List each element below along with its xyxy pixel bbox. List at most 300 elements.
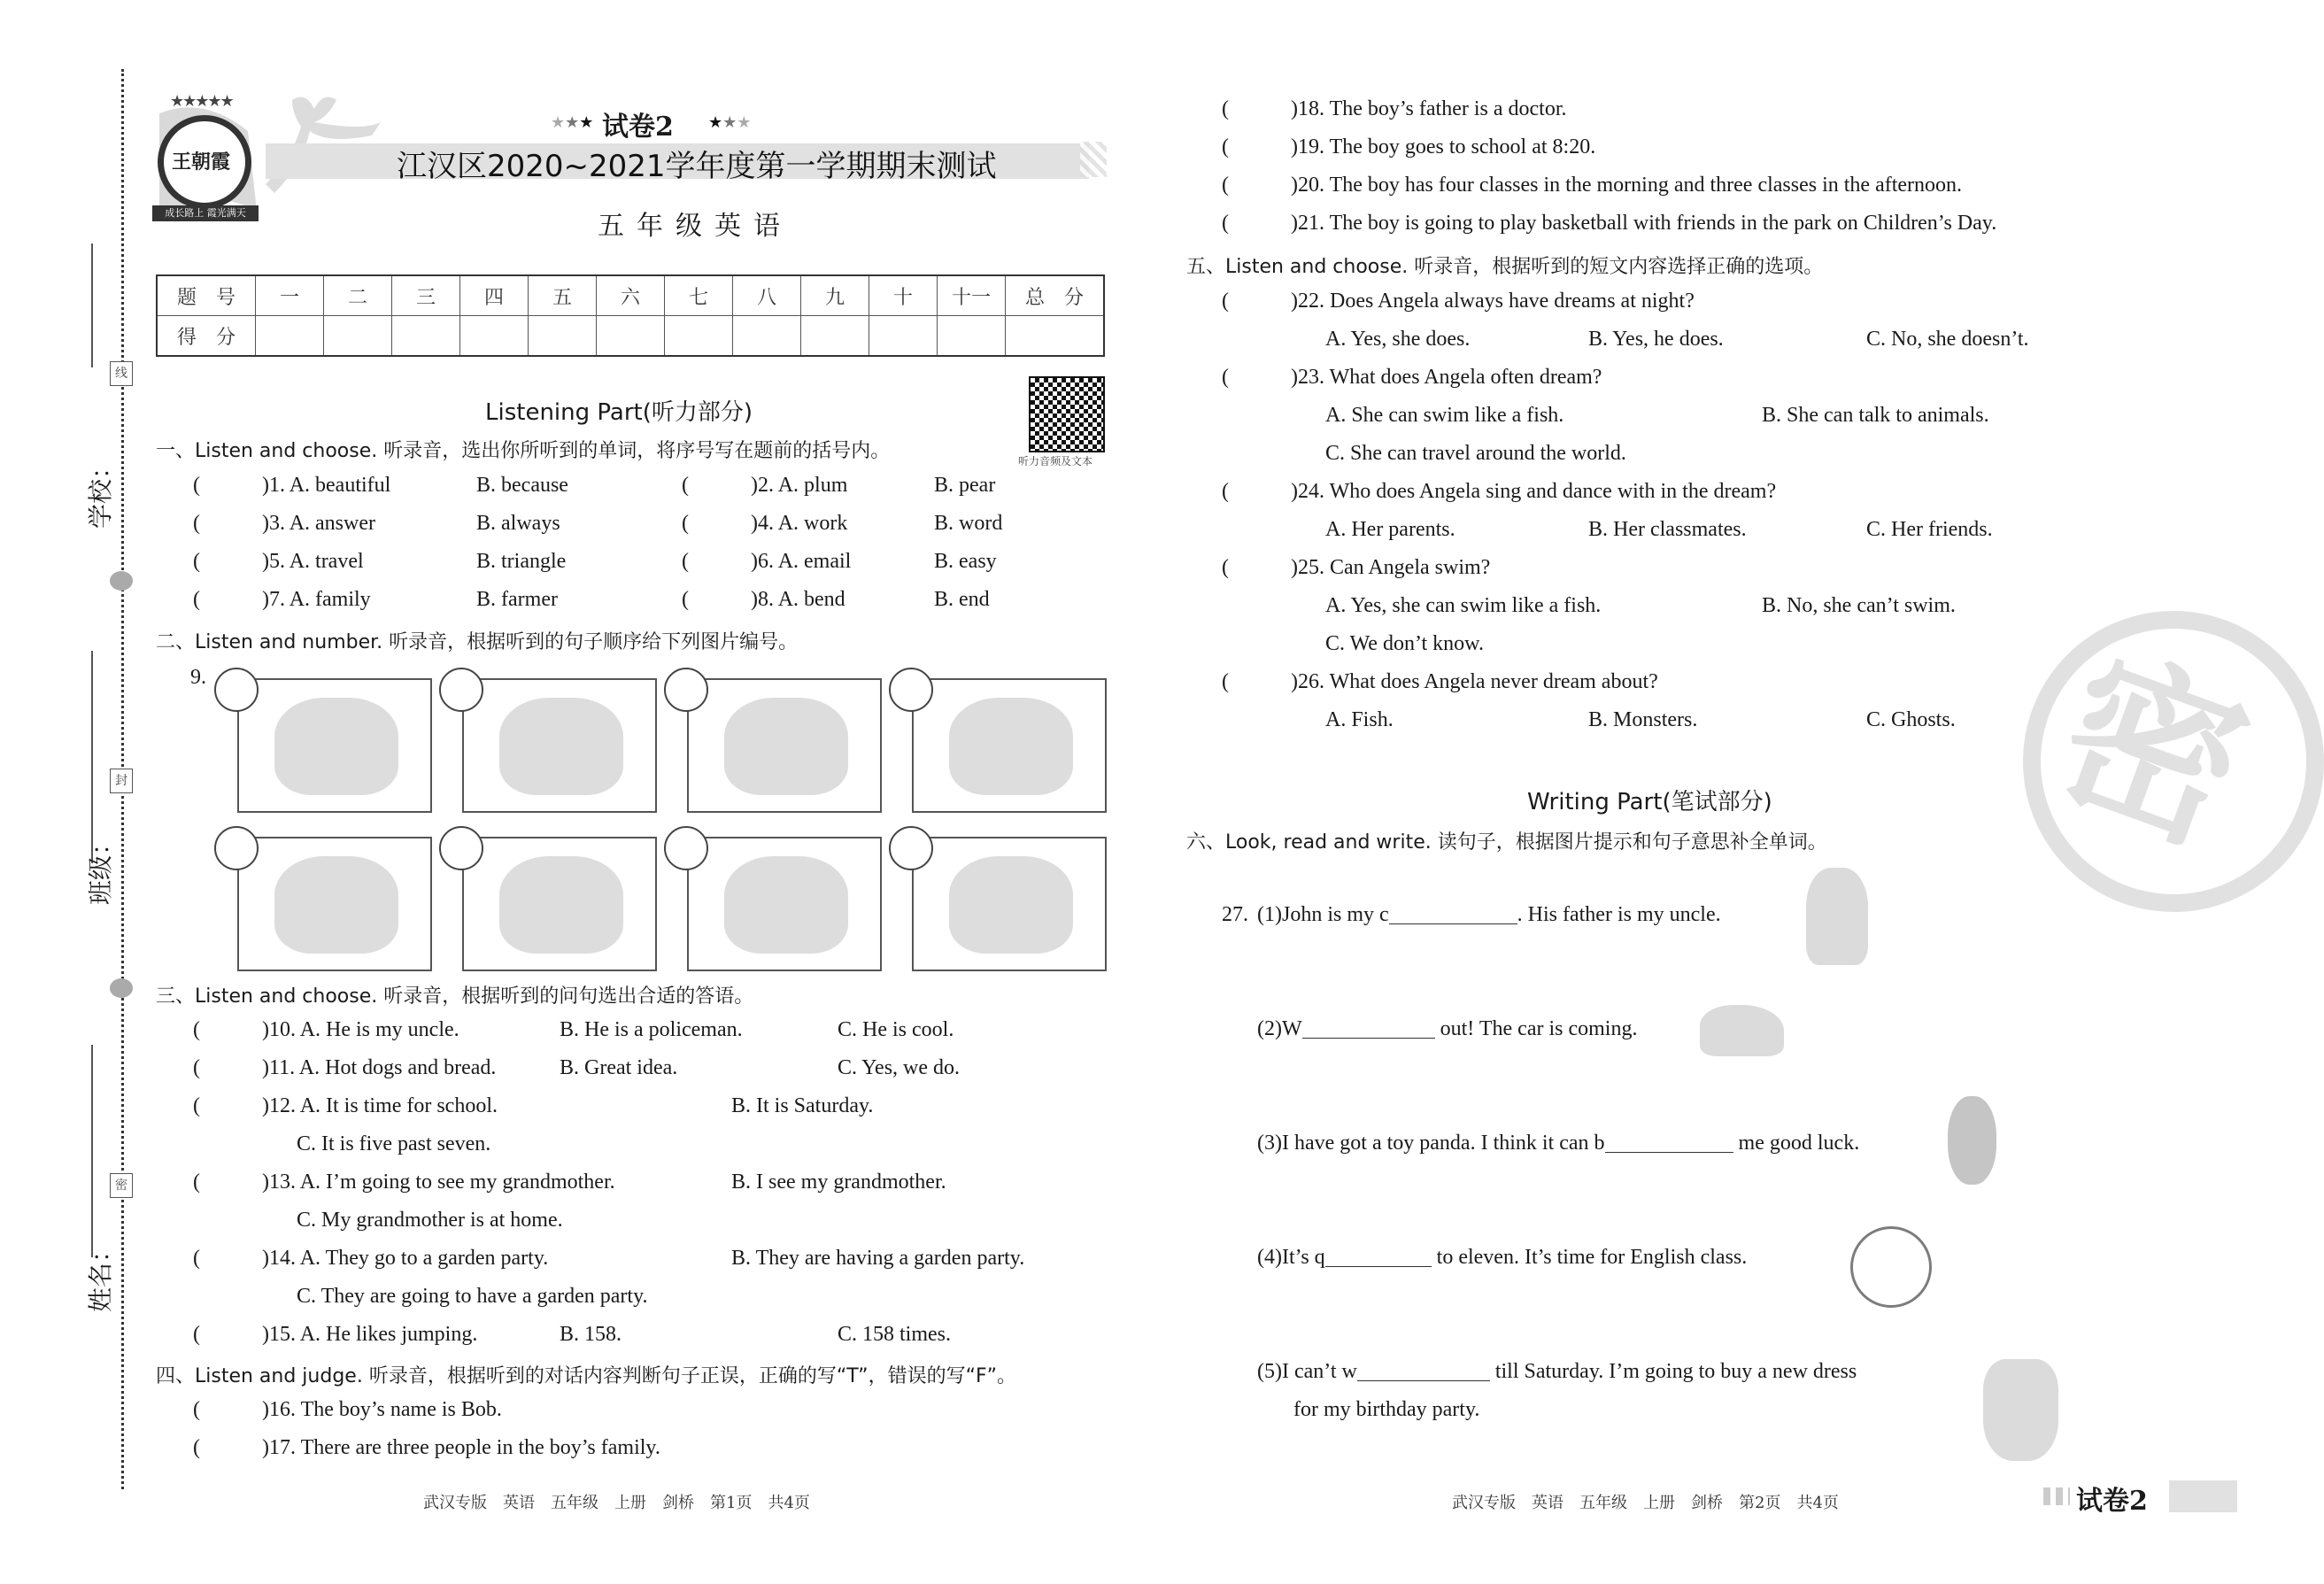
table-cell: 九 [801, 275, 869, 316]
number-dot: . [1319, 556, 1330, 579]
statement-text: The boy goes to school at 8:20. [1329, 135, 1596, 158]
question-number: 21 [1298, 212, 1319, 235]
option-b: B. farmer [476, 588, 558, 611]
score-input-cell[interactable] [938, 316, 1006, 357]
close-paren: ) [262, 474, 269, 497]
qr-code-icon[interactable] [1029, 376, 1105, 452]
picture-girl-with-toys [462, 678, 657, 813]
answer-bracket[interactable] [193, 1094, 498, 1118]
question-number: 3 [269, 512, 280, 535]
answer-bracket[interactable] [193, 588, 371, 612]
close-paren: ) [262, 1056, 269, 1079]
option-a: A. He is my uncle. [299, 1018, 459, 1041]
option-a: A. Hot dogs and bread. [298, 1056, 497, 1079]
picture-dreaming-in-bed [912, 837, 1107, 971]
footer-right: 武汉专版 英语 五年级 上册 剑桥 第2页 共4页 [1452, 1494, 1839, 1512]
question-text: Does Angela always have dreams at night? [1330, 290, 1695, 313]
option-b: B. end [934, 588, 990, 611]
answer-bracket[interactable] [682, 550, 851, 574]
answer-bracket[interactable] [193, 1323, 477, 1347]
girl-with-toys-illustration [499, 698, 623, 795]
open-paren: ( [682, 512, 689, 535]
table-cell: 十 [869, 275, 938, 316]
number-dot: . [1319, 212, 1330, 235]
number-dot: . [1319, 174, 1330, 197]
item-label: (2) [1257, 1017, 1282, 1040]
number-dot: . [1319, 290, 1330, 313]
fill-sentence [1257, 1017, 1637, 1041]
option-c: C. 158 times. [838, 1323, 952, 1346]
number-dot: . [280, 512, 290, 535]
close-paren: ) [1291, 366, 1298, 389]
question-number: 2 [758, 474, 768, 497]
number-dot: . [1319, 97, 1330, 120]
question-number: 8 [758, 588, 768, 611]
stars-left-icon: ★★★ [551, 113, 594, 132]
clock-illustration [1850, 1226, 1932, 1308]
item-label: (1) [1257, 903, 1282, 926]
binding-tag-feng: 封 [110, 769, 133, 793]
question-number: 5 [269, 550, 280, 573]
table-cell: 四 [460, 275, 529, 316]
stars-right-icon: ★★★ [708, 113, 752, 132]
close-paren: ) [262, 1436, 269, 1459]
answer-bracket[interactable] [193, 1056, 496, 1080]
number-dot: . [1319, 670, 1330, 693]
answer-bracket[interactable] [193, 1436, 660, 1460]
olympic-mascots-illustration [724, 698, 848, 795]
picture-dancing-with-radio [687, 837, 882, 971]
brand-logo [152, 92, 259, 225]
option-a: A. work [777, 512, 848, 535]
question-number: 4 [758, 512, 768, 535]
picture-olympic-mascots [687, 678, 882, 813]
answer-bracket[interactable] [1222, 366, 1602, 390]
table-cell: 二 [324, 275, 392, 316]
section5-heading: 五、Listen and choose. 听录音，根据听到的短文内容选择正确的选项。 [1186, 256, 1824, 278]
sentence-after: me good luck. [1733, 1132, 1860, 1155]
number-dot: . [290, 1247, 300, 1270]
answer-bracket[interactable] [193, 1247, 548, 1271]
answer-bracket[interactable] [1222, 212, 1996, 236]
number-dot: . [1319, 135, 1330, 158]
close-paren: ) [751, 512, 758, 535]
table-cell: 十一 [938, 275, 1006, 316]
option-b: B. always [476, 512, 560, 535]
picture-two-girls-whispering [237, 678, 432, 813]
option-c: C. They are going to have a garden party. [297, 1285, 648, 1308]
question-number: 10 [269, 1018, 290, 1041]
section2-heading: 二、Listen and number. 听录音，根据听到的句子顺序给下列图片编号。 [156, 631, 799, 653]
binding-seal-icon [110, 978, 133, 998]
number-dot: . [290, 1323, 300, 1346]
close-paren: ) [262, 588, 269, 611]
class-label: 班级： [86, 830, 116, 906]
logo-slogan: 成长路上 霞光满天 [152, 205, 259, 221]
picture-number-circle[interactable] [439, 826, 483, 870]
option-b: B. 158. [560, 1323, 622, 1346]
picture-number-circle[interactable] [439, 668, 483, 712]
score-input-cell[interactable] [392, 316, 460, 357]
dress-illustration [1983, 1359, 2058, 1461]
table-cell: 六 [597, 275, 665, 316]
open-paren: ( [193, 1018, 200, 1041]
option-a: A. They go to a garden party. [299, 1247, 549, 1270]
number-dot: . [280, 550, 290, 573]
score-input-cell[interactable] [665, 316, 733, 357]
exam-number: 试卷2 [602, 112, 674, 143]
score-input-cell[interactable] [324, 316, 392, 357]
exam-title: 江汉区2020~2021学年度第一学期期末测试 [397, 149, 997, 184]
close-paren: ) [1291, 480, 1298, 503]
fill-sentence [1257, 1132, 1859, 1155]
number-dot: . [1319, 480, 1330, 503]
number-dot: . [290, 1398, 301, 1421]
option-a: A. Fish. [1325, 708, 1394, 731]
watermark-char: 密 [2033, 624, 2271, 880]
score-input-cell[interactable] [256, 316, 324, 357]
girl-eating-clock-illustration [949, 698, 1073, 795]
statement-text: The boy’s name is Bob. [300, 1398, 502, 1421]
open-paren: ( [193, 512, 200, 535]
two-girls-whispering-illustration [274, 698, 398, 795]
option-b: B. It is Saturday. [731, 1094, 874, 1117]
table-cell: 一 [256, 275, 324, 316]
open-paren: ( [682, 474, 689, 497]
option-b: B. Yes, he does. [1588, 328, 1724, 351]
number-dot: . [290, 1171, 300, 1194]
question-text: What does Angela never dream about? [1329, 670, 1658, 693]
option-c: C. No, she doesn’t. [1866, 328, 2029, 351]
answer-bracket[interactable] [682, 512, 847, 536]
table-cell: 三 [392, 275, 460, 316]
fill-sentence [1257, 1246, 1747, 1270]
close-paren: ) [1291, 212, 1298, 235]
answer-bracket[interactable] [193, 1398, 502, 1422]
answer-bracket[interactable] [1222, 480, 1776, 504]
sentence-before: John is my c [1281, 903, 1389, 926]
banner-checker-decoration [1080, 142, 1107, 177]
picture-number-circle[interactable] [889, 668, 933, 712]
exam-subject: 五年级英语 [598, 211, 792, 242]
fill-sentence [1257, 1360, 1857, 1384]
footer-left: 武汉专版 英语 五年级 上册 剑桥 第1页 共4页 [423, 1494, 810, 1512]
open-paren: ( [193, 1056, 200, 1079]
number-dot: . [768, 588, 778, 611]
open-paren: ( [1222, 480, 1229, 503]
picture-number-circle[interactable] [214, 826, 259, 870]
boy-illustration [1806, 868, 1868, 965]
question-number: 16 [269, 1398, 290, 1421]
picture-number-circle[interactable] [214, 668, 259, 712]
close-paren: ) [262, 1398, 269, 1421]
fill-sentence [1257, 903, 1721, 927]
answer-blank[interactable] [1325, 1248, 1432, 1267]
option-b: B. He is a policeman. [560, 1018, 743, 1041]
badge-decoration [2043, 1487, 2070, 1505]
question-text: Can Angela swim? [1330, 556, 1491, 579]
close-paren: ) [262, 1018, 269, 1041]
option-b: B. triangle [476, 550, 567, 573]
score-table-score-row [157, 316, 1104, 357]
answer-bracket[interactable] [193, 550, 364, 574]
option-b: B. I see my grandmother. [731, 1171, 946, 1194]
sentence-after: to eleven. It’s time for English class. [1431, 1246, 1748, 1269]
open-paren: ( [193, 474, 200, 497]
option-a: A. Yes, she can swim like a fish. [1325, 594, 1602, 617]
score-input-cell[interactable] [801, 316, 869, 357]
item-label: (4) [1257, 1246, 1282, 1269]
open-paren: ( [193, 1171, 200, 1194]
open-paren: ( [682, 588, 689, 611]
answer-bracket[interactable] [1222, 174, 1962, 197]
option-b: B. She can talk to animals. [1762, 404, 1989, 427]
picture-girl-eating-clock [912, 678, 1107, 813]
option-a: A. email [777, 550, 852, 573]
option-a: A. She can swim like a fish. [1325, 404, 1564, 427]
statement-text: The boy has four classes in the morning and three classes in the afternoon. [1329, 174, 1963, 197]
number-dot: . [280, 474, 290, 497]
score-table [156, 274, 1105, 357]
exam-badge: 试卷2 [2076, 1486, 2148, 1517]
answer-bracket[interactable] [1222, 290, 1695, 313]
question-number: 7 [269, 588, 280, 611]
section3-heading: 三、Listen and choose. 听录音，根据听到的问句选出合适的答语。 [156, 985, 754, 1008]
table-cell: 八 [733, 275, 801, 316]
answer-bracket[interactable] [193, 1018, 459, 1042]
option-b: B. pear [934, 474, 996, 497]
option-b: B. They are having a garden party. [731, 1247, 1025, 1270]
table-cell: 题 号 [157, 275, 256, 316]
sentence-after: out! The car is coming. [1434, 1017, 1638, 1040]
question-number: 24 [1298, 480, 1319, 503]
table-cell: 得 分 [157, 316, 256, 357]
number-dot: . [768, 474, 778, 497]
close-paren: ) [751, 474, 758, 497]
question-number: 15 [269, 1323, 290, 1346]
answer-bracket[interactable] [1222, 556, 1490, 580]
open-paren: ( [193, 1323, 200, 1346]
close-paren: ) [262, 1323, 269, 1346]
writing-part-title: Writing Part(笔试部分) [1527, 789, 1772, 815]
panda-illustration [1948, 1096, 1996, 1185]
question-number-9: 9. [190, 666, 206, 689]
question-number: 12 [269, 1094, 290, 1117]
question-text: What does Angela often dream? [1329, 366, 1602, 389]
close-paren: ) [1291, 670, 1298, 693]
close-paren: ) [1291, 556, 1298, 579]
option-a: A. plum [777, 474, 848, 497]
open-paren: ( [1222, 670, 1229, 693]
option-a: A. family [289, 588, 371, 611]
open-paren: ( [1222, 366, 1229, 389]
number-dot: . [768, 512, 778, 535]
answer-bracket[interactable] [193, 474, 390, 498]
question-number-27: 27. [1222, 903, 1248, 926]
question-number: 14 [269, 1247, 290, 1270]
statement-text: There are three people in the boy’s family. [300, 1436, 660, 1459]
picture-cowboy-and-horse [237, 837, 432, 971]
option-a: A. beautiful [289, 474, 391, 497]
option-c: C. Yes, we do. [838, 1056, 961, 1079]
open-paren: ( [1222, 135, 1229, 158]
open-paren: ( [193, 1094, 200, 1117]
section4-heading: 四、Listen and judge. 听录音，根据听到的对话内容判断句子正误，正确的写“T”，错误的写“F”。 [156, 1365, 1017, 1387]
option-b: B. because [476, 474, 568, 497]
name-label: 姓名： [86, 1237, 116, 1313]
dreaming-in-bed-illustration [949, 856, 1073, 954]
answer-blank[interactable] [1389, 906, 1517, 924]
open-paren: ( [682, 550, 689, 573]
question-number: 19 [1298, 135, 1319, 158]
open-paren: ( [1222, 556, 1229, 579]
option-a: A. It is time for school. [299, 1094, 498, 1117]
open-paren: ( [193, 1436, 200, 1459]
score-input-cell[interactable] [529, 316, 597, 357]
logo-name: 王朝霞 [172, 151, 231, 174]
option-b: B. Great idea. [560, 1056, 678, 1079]
sentence-line2: for my birthday party. [1293, 1398, 1480, 1421]
item-label: (5) [1257, 1360, 1282, 1383]
option-b: B. Her classmates. [1588, 518, 1747, 541]
sentence-before: I have got a toy panda. I think it can b [1281, 1132, 1605, 1155]
close-paren: ) [1291, 135, 1298, 158]
number-dot: . [290, 1436, 301, 1459]
option-c: C. Her friends. [1866, 518, 1993, 541]
number-dot: . [290, 1094, 300, 1117]
section1-heading: 一、Listen and choose. 听录音，选出你所听到的单词，将序号写在题前的括号内。 [156, 440, 891, 462]
statement-text: The boy’s father is a doctor. [1329, 97, 1567, 120]
sentence-before: W [1281, 1017, 1302, 1040]
question-number: 22 [1298, 290, 1319, 313]
binding-tag-xian: 线 [110, 361, 133, 386]
question-number: 17 [269, 1436, 290, 1459]
open-paren: ( [193, 1247, 200, 1270]
cowboy-hat-illustration [499, 856, 623, 954]
score-input-cell[interactable] [733, 316, 801, 357]
option-c: C. It is five past seven. [297, 1132, 491, 1155]
close-paren: ) [751, 588, 758, 611]
answer-bracket[interactable] [1222, 670, 1658, 694]
question-number: 13 [269, 1171, 290, 1194]
school-label: 学校： [86, 453, 116, 529]
question-number: 26 [1298, 670, 1319, 693]
answer-bracket[interactable] [193, 512, 375, 536]
answer-bracket[interactable] [682, 474, 847, 498]
option-a: A. Her parents. [1325, 518, 1455, 541]
badge-bar [2169, 1480, 2237, 1512]
score-input-cell[interactable] [869, 316, 938, 357]
number-dot: . [768, 550, 778, 573]
option-c: C. We don’t know. [1325, 632, 1484, 655]
close-paren: ) [262, 550, 269, 573]
close-paren: ) [751, 550, 758, 573]
picture-number-circle[interactable] [664, 826, 708, 870]
score-table-header-row [157, 275, 1104, 316]
score-input-cell[interactable] [1006, 316, 1105, 357]
dancing-with-radio-illustration [724, 856, 848, 954]
picture-number-circle[interactable] [889, 826, 933, 870]
item-label: (3) [1257, 1132, 1282, 1155]
sentence-after: till Saturday. I’m going to buy a new dress [1489, 1360, 1857, 1383]
answer-bracket[interactable] [1222, 97, 1567, 121]
table-cell: 五 [529, 275, 597, 316]
section6-heading: 六、Look, read and write. 读句子，根据图片提示和句子意思补全单词。 [1186, 831, 1827, 854]
table-cell: 七 [665, 275, 733, 316]
picture-number-circle[interactable] [664, 668, 708, 712]
logo-stars-icon: ★★★★★ [170, 92, 233, 111]
statement-text: The boy is going to play basketball with friends in the park on Children’s Day. [1329, 212, 1997, 235]
table-cell: 总 分 [1006, 275, 1105, 316]
open-paren: ( [1222, 290, 1229, 313]
question-number: 1 [269, 474, 280, 497]
answer-bracket[interactable] [682, 588, 845, 612]
answer-blank[interactable] [1357, 1363, 1490, 1381]
qr-caption: 听力音频及文本 [1018, 455, 1093, 467]
option-b: B. Monsters. [1588, 708, 1698, 731]
close-paren: ) [262, 512, 269, 535]
binding-seal-icon [110, 571, 133, 591]
option-c: C. Ghosts. [1866, 708, 1956, 731]
number-dot: . [290, 1056, 299, 1079]
picture-cowboy-hat [462, 837, 657, 971]
option-a: A. travel [289, 550, 364, 573]
question-number: 20 [1298, 174, 1319, 197]
option-a: A. answer [289, 512, 375, 535]
open-paren: ( [1222, 174, 1229, 197]
close-paren: ) [1291, 97, 1298, 120]
sentence-after: . His father is my uncle. [1517, 903, 1721, 926]
number-dot: . [290, 1018, 300, 1041]
open-paren: ( [193, 1398, 200, 1421]
question-text: Who does Angela sing and dance with in the dream? [1329, 480, 1777, 503]
open-paren: ( [1222, 97, 1229, 120]
open-paren: ( [193, 550, 200, 573]
close-paren: ) [262, 1247, 269, 1270]
answer-bracket[interactable] [193, 1171, 615, 1194]
option-a: A. I’m going to see my grandmother. [299, 1171, 615, 1194]
score-input-cell[interactable] [460, 316, 529, 357]
number-dot: . [1319, 366, 1330, 389]
sentence-before: I can’t w [1281, 1360, 1357, 1383]
close-paren: ) [1291, 174, 1298, 197]
close-paren: ) [262, 1171, 269, 1194]
option-c: C. He is cool. [838, 1018, 954, 1041]
close-paren: ) [262, 1094, 269, 1117]
number-dot: . [280, 588, 290, 611]
question-number: 18 [1298, 97, 1319, 120]
close-paren: ) [1291, 290, 1298, 313]
score-input-cell[interactable] [597, 316, 665, 357]
option-a: A. Yes, she does. [1325, 328, 1471, 351]
option-a: A. He likes jumping. [299, 1323, 478, 1346]
answer-blank[interactable] [1605, 1134, 1733, 1153]
name-field-line[interactable] [91, 1045, 93, 1257]
answer-bracket[interactable] [1222, 135, 1595, 159]
open-paren: ( [193, 588, 200, 611]
option-a: A. bend [777, 588, 845, 611]
question-number: 25 [1298, 556, 1319, 579]
cowboy-and-horse-illustration [274, 856, 398, 954]
answer-blank[interactable] [1302, 1020, 1435, 1039]
question-number: 6 [758, 550, 768, 573]
option-c: C. She can travel around the world. [1325, 442, 1626, 465]
option-c: C. My grandmother is at home. [297, 1209, 563, 1232]
option-b: B. easy [934, 550, 997, 573]
sentence-before: It’s q [1281, 1246, 1325, 1269]
binding-tag-mi: 密 [110, 1173, 133, 1198]
school-field-line[interactable] [91, 243, 93, 367]
